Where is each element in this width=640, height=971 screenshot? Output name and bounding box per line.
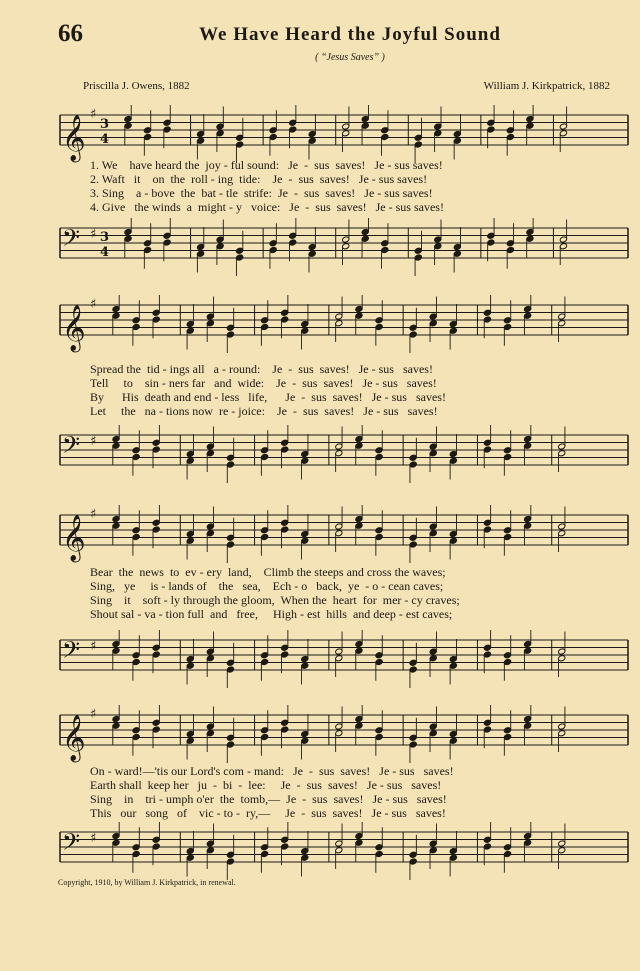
time-signature-icon: 4 (100, 132, 110, 147)
bass-clef-icon: 𝄢 (62, 636, 81, 669)
lyric-line: On - ward!—'tis our Lord's com - mand: Je - sus saves! Je - sus saves! (90, 764, 454, 778)
treble-staff-3 (58, 505, 630, 563)
treble-clef-icon: 𝄞 (62, 715, 86, 761)
treble-staff-4 (58, 705, 630, 763)
lyric-line: Spread the tid - ings all a - round: Je - sus saves! Je - sus saves! (90, 362, 433, 376)
time-signature-icon: 3 (100, 117, 110, 132)
bass-staff-2 (58, 425, 630, 483)
bass-staff-1 (58, 218, 630, 276)
lyric-line: Tell to sin - ners far and wide: Je - sus saves! Je - sus saves! (90, 376, 437, 390)
lyric-line: Bear the news to ev - ery land, Climb the steeps and cross the waves; (90, 565, 446, 579)
composer-credit: William J. Kirkpatrick, 1882 (483, 80, 610, 92)
lyric-line: Shout sal - va - tion full and free, High - est hills and deep - est caves; (90, 607, 453, 621)
copyright-notice: Copyright, 1910, by William J. Kirkpatrick, in renewal. (58, 878, 236, 887)
key-signature-sharp-icon: ♯ (90, 227, 97, 242)
treble-clef-icon: 𝄞 (62, 515, 86, 561)
treble-staff-2 (58, 295, 630, 353)
lyricist-credit: Priscilla J. Owens, 1882 (83, 80, 190, 92)
lyrics-block-1 (90, 158, 615, 214)
lyric-line: Sing in tri - umph o'er the tomb,— Je - sus saves! Je - sus saves! (90, 792, 447, 806)
key-signature-sharp-icon: ♯ (90, 707, 97, 722)
lyric-line: Sing it soft - ly through the gloom, When the heart for mer - cy craves; (90, 593, 460, 607)
key-signature-sharp-icon: ♯ (90, 831, 97, 846)
hymn-subtitle: ( “Jesus Saves” ) (315, 52, 385, 63)
lyric-line: 4. Give the winds a might - y voice: Je - sus saves! Je - sus saves! (90, 200, 444, 214)
key-signature-sharp-icon: ♯ (90, 297, 97, 312)
lyric-line: This our song of vic - to - ry,— Je - sus saves! Je - sus saves! (90, 806, 446, 820)
lyric-line: Earth shall keep her ju - bi - lee: Je - sus saves! Je - sus saves! (90, 778, 442, 792)
bass-staff-3 (58, 630, 630, 688)
lyrics-block-3 (90, 565, 615, 621)
lyric-line: 2. Waft it on the roll - ing tide: Je - sus saves! Je - sus saves! (90, 172, 428, 186)
treble-clef-icon: 𝄞 (62, 115, 86, 161)
lyric-line: Sing, ye is - lands of the sea, Ech - o back, ye - o - cean caves; (90, 579, 444, 593)
time-signature-icon: 3 (100, 230, 110, 245)
bass-clef-icon: 𝄢 (62, 828, 81, 861)
bass-staff-4 (58, 822, 630, 880)
bass-clef-icon: 𝄢 (62, 431, 81, 464)
hymn-title: We Have Heard the Joyful Sound (199, 24, 501, 45)
key-signature-sharp-icon: ♯ (90, 434, 97, 449)
lyric-line: Let the na - tions now re - joice: Je - sus saves! Je - sus saves! (90, 404, 438, 418)
treble-staff-1 (58, 105, 630, 163)
lyrics-block-4 (90, 764, 615, 820)
hymn-number: 66 (58, 20, 83, 47)
time-signature-icon: 4 (100, 245, 110, 260)
lyric-line: 3. Sing a - bove the bat - tle strife: Je - sus saves! Je - sus saves! (90, 186, 433, 200)
treble-clef-icon: 𝄞 (62, 305, 86, 351)
lyric-line: By His death and end - less life, Je - sus saves! Je - sus saves! (90, 390, 446, 404)
lyric-line: 1. We have heard the joy - ful sound: Je - sus saves! Je - sus saves! (90, 158, 443, 172)
key-signature-sharp-icon: ♯ (90, 107, 97, 122)
lyrics-block-2 (90, 362, 615, 418)
bass-clef-icon: 𝄢 (62, 224, 81, 257)
key-signature-sharp-icon: ♯ (90, 507, 97, 522)
key-signature-sharp-icon: ♯ (90, 639, 97, 654)
